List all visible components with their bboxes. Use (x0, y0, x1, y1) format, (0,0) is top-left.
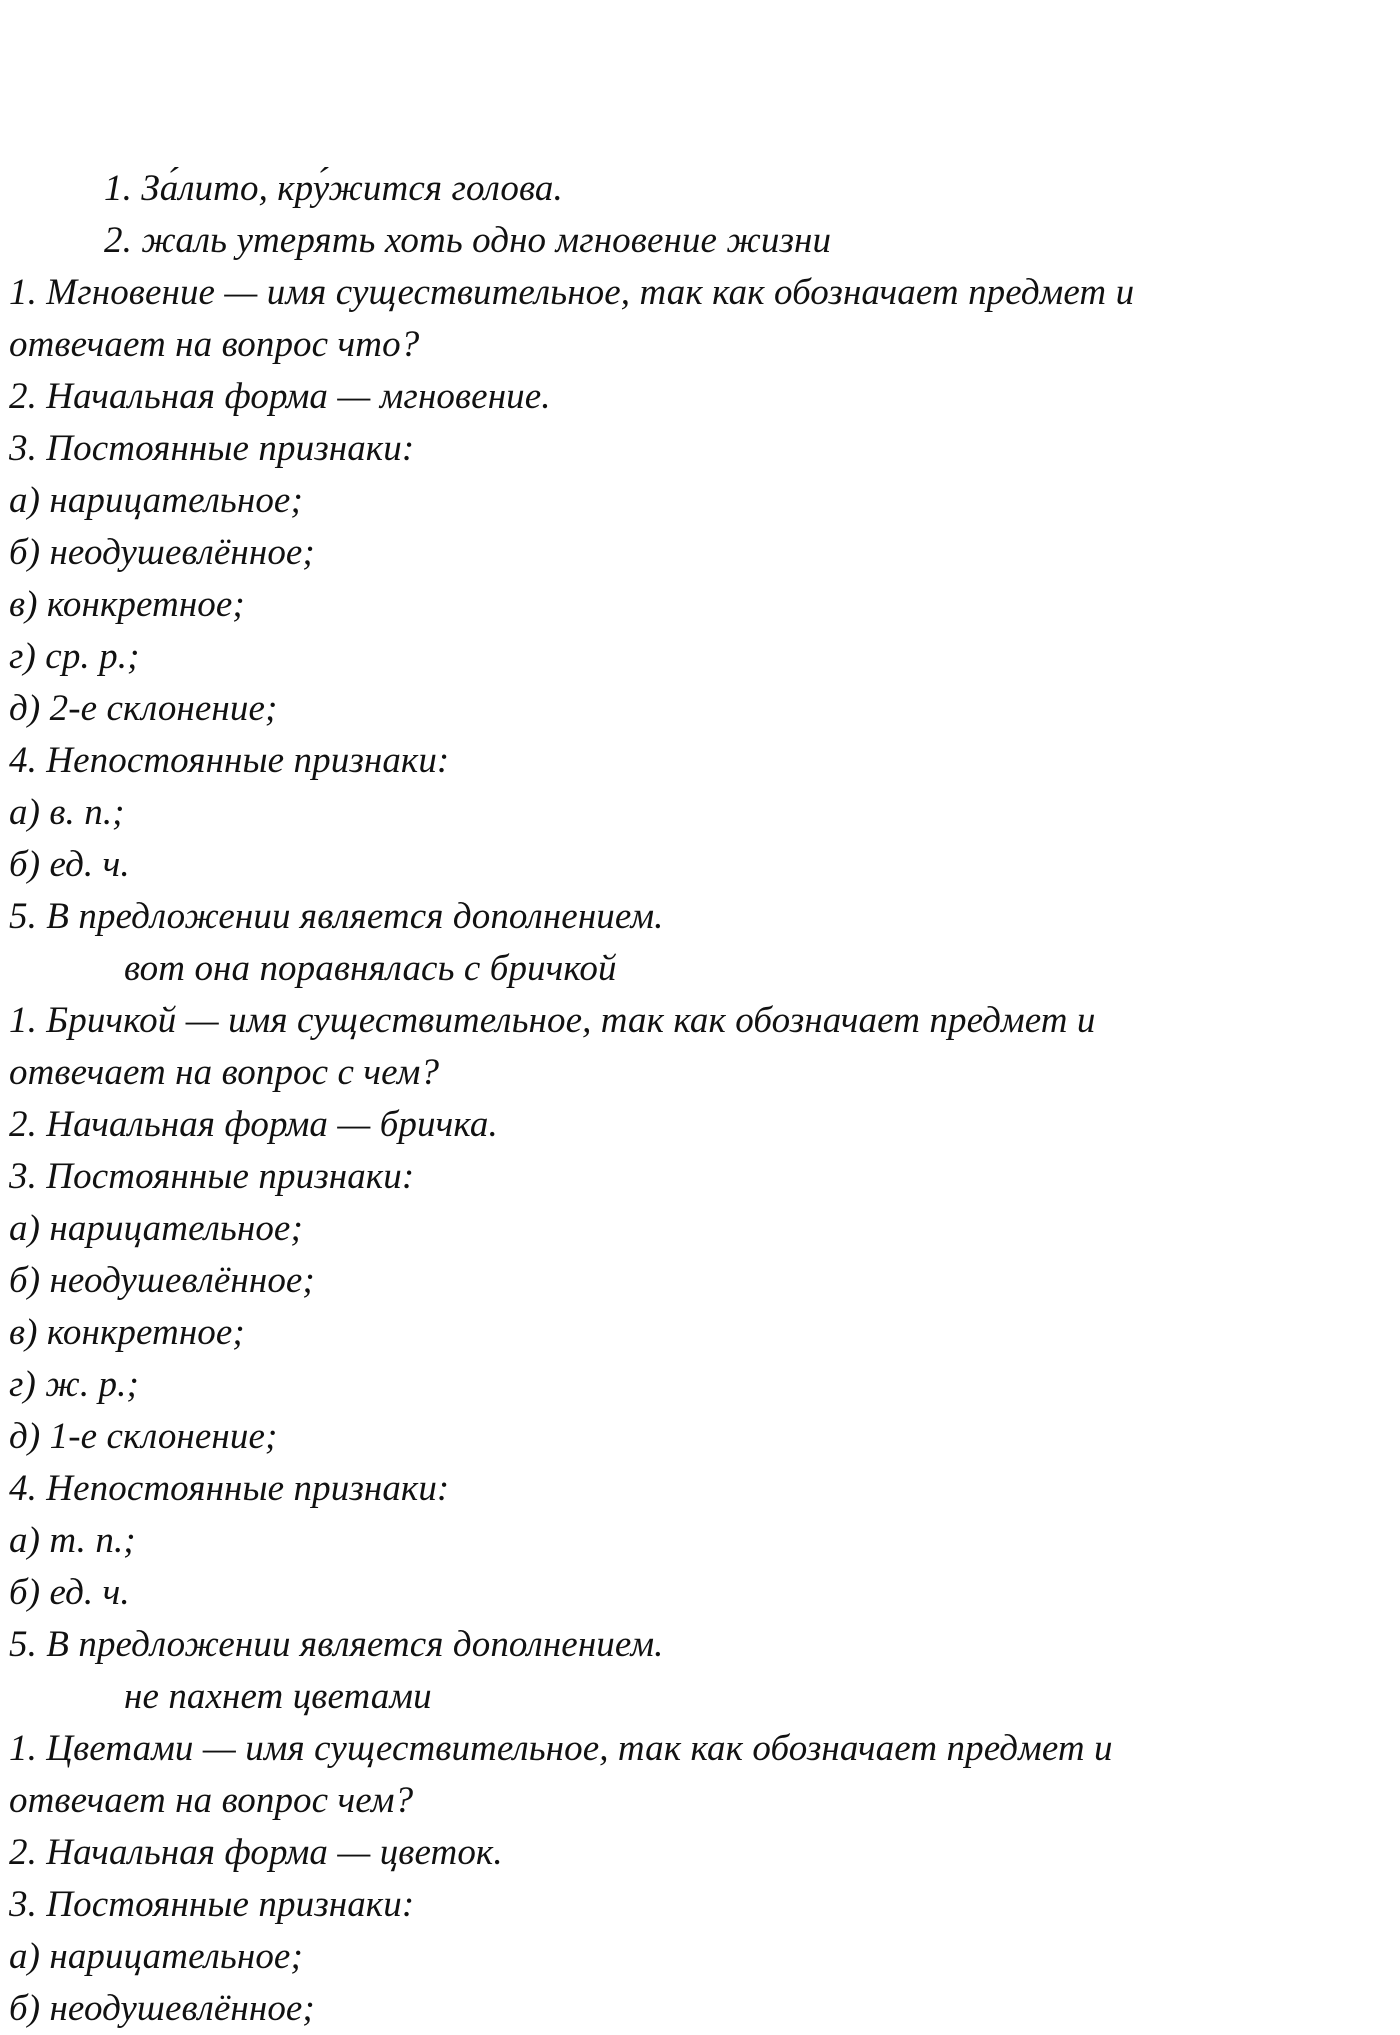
text-line: в) конкретное; (9, 584, 245, 625)
text-line: 1. Мгновение — имя существительное, так как обозначает предмет и (9, 272, 1135, 313)
text-line: 4. Непостоянные признаки: (9, 740, 450, 781)
text-line: а) нарицательное; (9, 1208, 303, 1249)
text-line: д) 2-е склонение; (9, 688, 278, 729)
text-line: 3. Постоянные признаки: (9, 1884, 415, 1925)
text-line: г) ср. р.; (9, 636, 140, 677)
text-line: 3. Постоянные признаки: (9, 1156, 415, 1197)
text-line: д) 1-е склонение; (9, 1416, 278, 1457)
document-text (9, 163, 1389, 2035)
text-line: в) конкретное; (9, 1312, 245, 1353)
example-phrase-line: 1. За́лито, кру́жится голова. (104, 168, 563, 209)
text-line: 5. В предложении является дополнением. (9, 1624, 664, 1665)
text-line: б) ед. ч. (9, 1572, 130, 1613)
text-line: 5. В предложении является дополнением. (9, 896, 664, 937)
text-line: б) неодушевлённое; (9, 1260, 315, 1301)
example-phrase-line: не пахнет цветами (124, 1676, 432, 1717)
text-line: а) т. п.; (9, 1520, 136, 1561)
text-line: б) ед. ч. (9, 844, 130, 885)
text-line: а) нарицательное; (9, 480, 303, 521)
text-line: а) нарицательное; (9, 1936, 303, 1977)
text-line: г) ж. р.; (9, 1364, 139, 1405)
text-line: 3. Постоянные признаки: (9, 428, 415, 469)
text-line: отвечает на вопрос с чем? (9, 1052, 440, 1093)
example-phrase-line: 2. жаль утерять хоть одно мгновение жизни (104, 220, 832, 261)
text-line: отвечает на вопрос чем? (9, 1780, 414, 1821)
text-line: а) в. п.; (9, 792, 125, 833)
text-line: отвечает на вопрос что? (9, 324, 420, 365)
text-line: 2. Начальная форма — бричка. (9, 1104, 498, 1145)
text-line: 2. Начальная форма — мгновение. (9, 376, 551, 417)
text-line: б) неодушевлённое; (9, 532, 315, 573)
text-line: 1. Цветами — имя существительное, так как обозначает предмет и (9, 1728, 1113, 1769)
text-line: 1. Бричкой — имя существительное, так как обозначает предмет и (9, 1000, 1096, 1041)
text-line: 2. Начальная форма — цветок. (9, 1832, 503, 1873)
example-phrase-line: вот она поравнялась с бричкой (124, 948, 617, 989)
text-line: б) неодушевлённое; (9, 1988, 315, 2029)
text-line: 4. Непостоянные признаки: (9, 1468, 450, 1509)
